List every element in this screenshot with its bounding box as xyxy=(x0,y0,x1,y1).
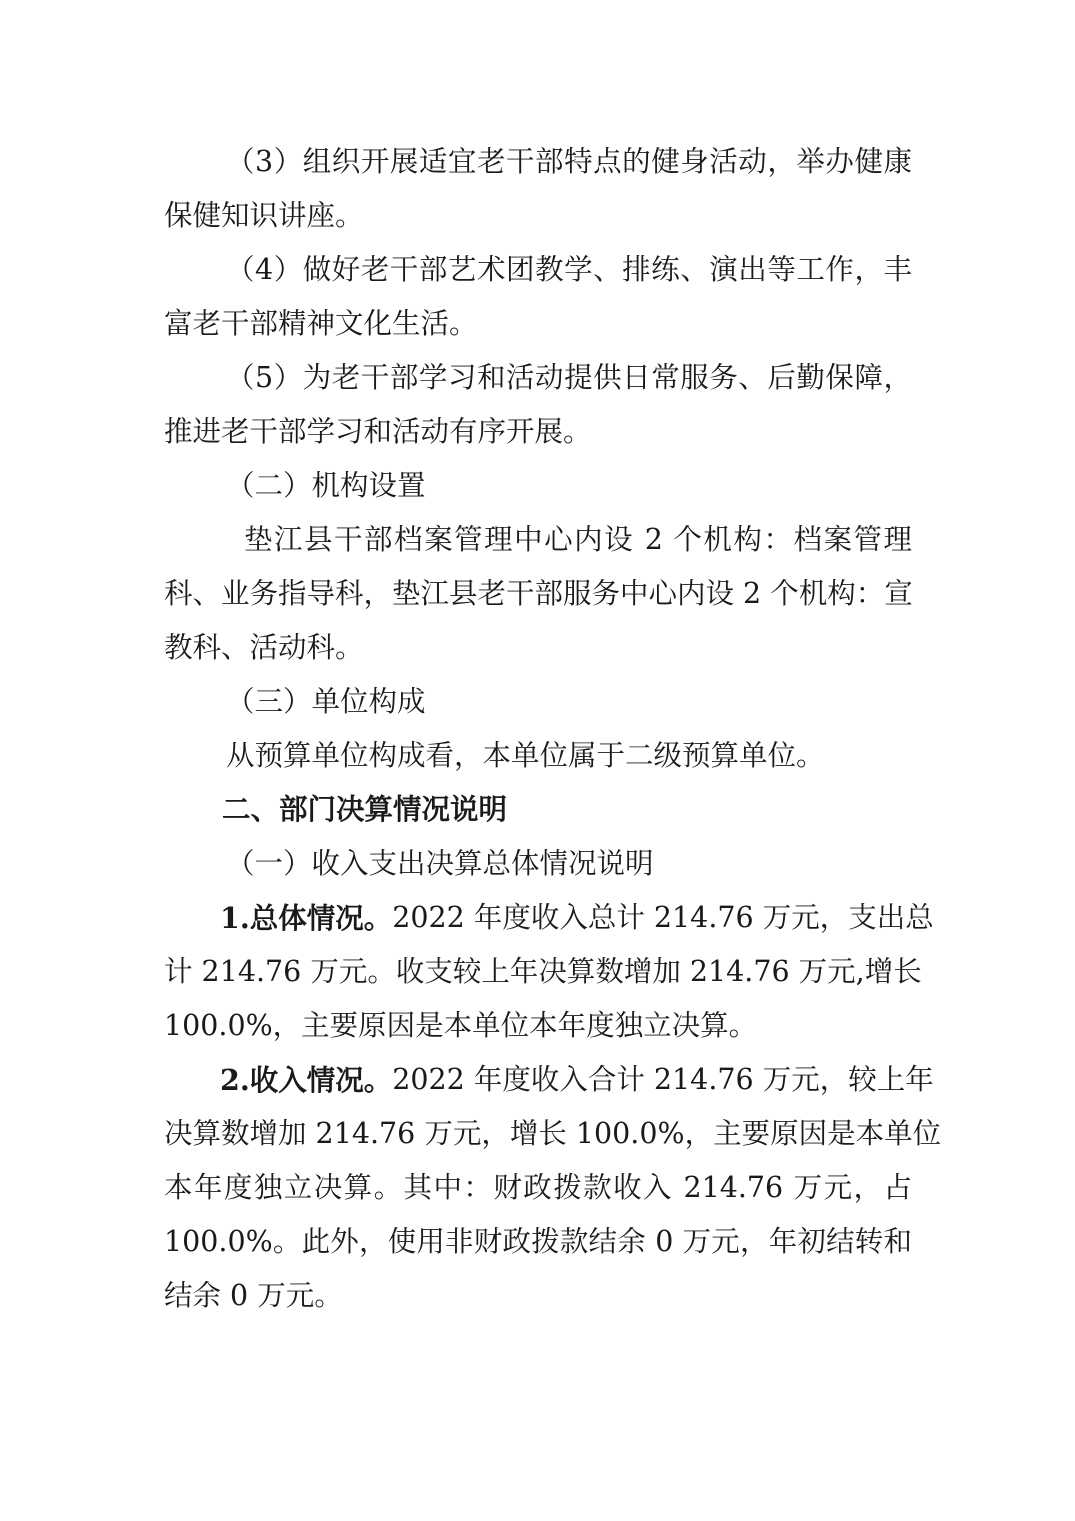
paragraph-line xyxy=(220,1060,934,1100)
paragraph-line: 教科、活动科。 xyxy=(164,631,364,664)
paragraph-text: 2022 年度收入总计 214.76 万元，支出总 xyxy=(392,901,934,934)
paragraph-line: 保健知识讲座。 xyxy=(164,199,364,232)
paragraph-line: 决算数增加 214.76 万元，增长 100.0%，主要原因是本单位 xyxy=(164,1117,942,1150)
overall-label: 1.总体情况。 xyxy=(220,901,393,935)
paragraph-line: 推进老干部学习和活动有序开展。 xyxy=(164,415,592,448)
paragraph-line: 富老干部精神文化生活。 xyxy=(164,307,478,340)
income-label: 2.收入情况。 xyxy=(220,1063,393,1097)
paragraph-line xyxy=(220,898,934,938)
section-subheading: （二）机构设置 xyxy=(226,469,426,502)
section-subheading: （一）收入支出决算总体情况说明 xyxy=(226,847,654,880)
paragraph-line: （4）做好老干部艺术团教学、排练、演出等工作，丰 xyxy=(226,253,912,286)
paragraph-line: 从预算单位构成看，本单位属于二级预算单位。 xyxy=(226,739,825,772)
section-subheading: （三）单位构成 xyxy=(226,685,426,718)
section-heading: 二、部门决算情况说明 xyxy=(222,793,508,826)
paragraph-line: 计 214.76 万元。收支较上年决算数增加 214.76 万元,增长 xyxy=(164,955,922,988)
paragraph-line: 100.0%，主要原因是本单位本年度独立决算。 xyxy=(164,1009,758,1042)
paragraph-line: 100.0%。此外，使用非财政拨款结余 0 万元，年初结转和 xyxy=(164,1225,912,1258)
paragraph-line: 本年度独立决算。其中：财政拨款收入 214.76 万元，占 xyxy=(164,1171,912,1204)
paragraph-line: 结余 0 万元。 xyxy=(164,1279,343,1312)
paragraph-line: 科、业务指导科，垫江县老干部服务中心内设 2 个机构：宣 xyxy=(164,577,913,610)
paragraph-line: 垫江县干部档案管理中心内设 2 个机构：档案管理 xyxy=(244,523,912,556)
paragraph-line: （3）组织开展适宜老干部特点的健身活动，举办健康 xyxy=(226,145,912,178)
paragraph-line: （5）为老干部学习和活动提供日常服务、后勤保障， xyxy=(226,361,912,394)
paragraph-text: 2022 年度收入合计 214.76 万元，较上年 xyxy=(392,1063,934,1096)
